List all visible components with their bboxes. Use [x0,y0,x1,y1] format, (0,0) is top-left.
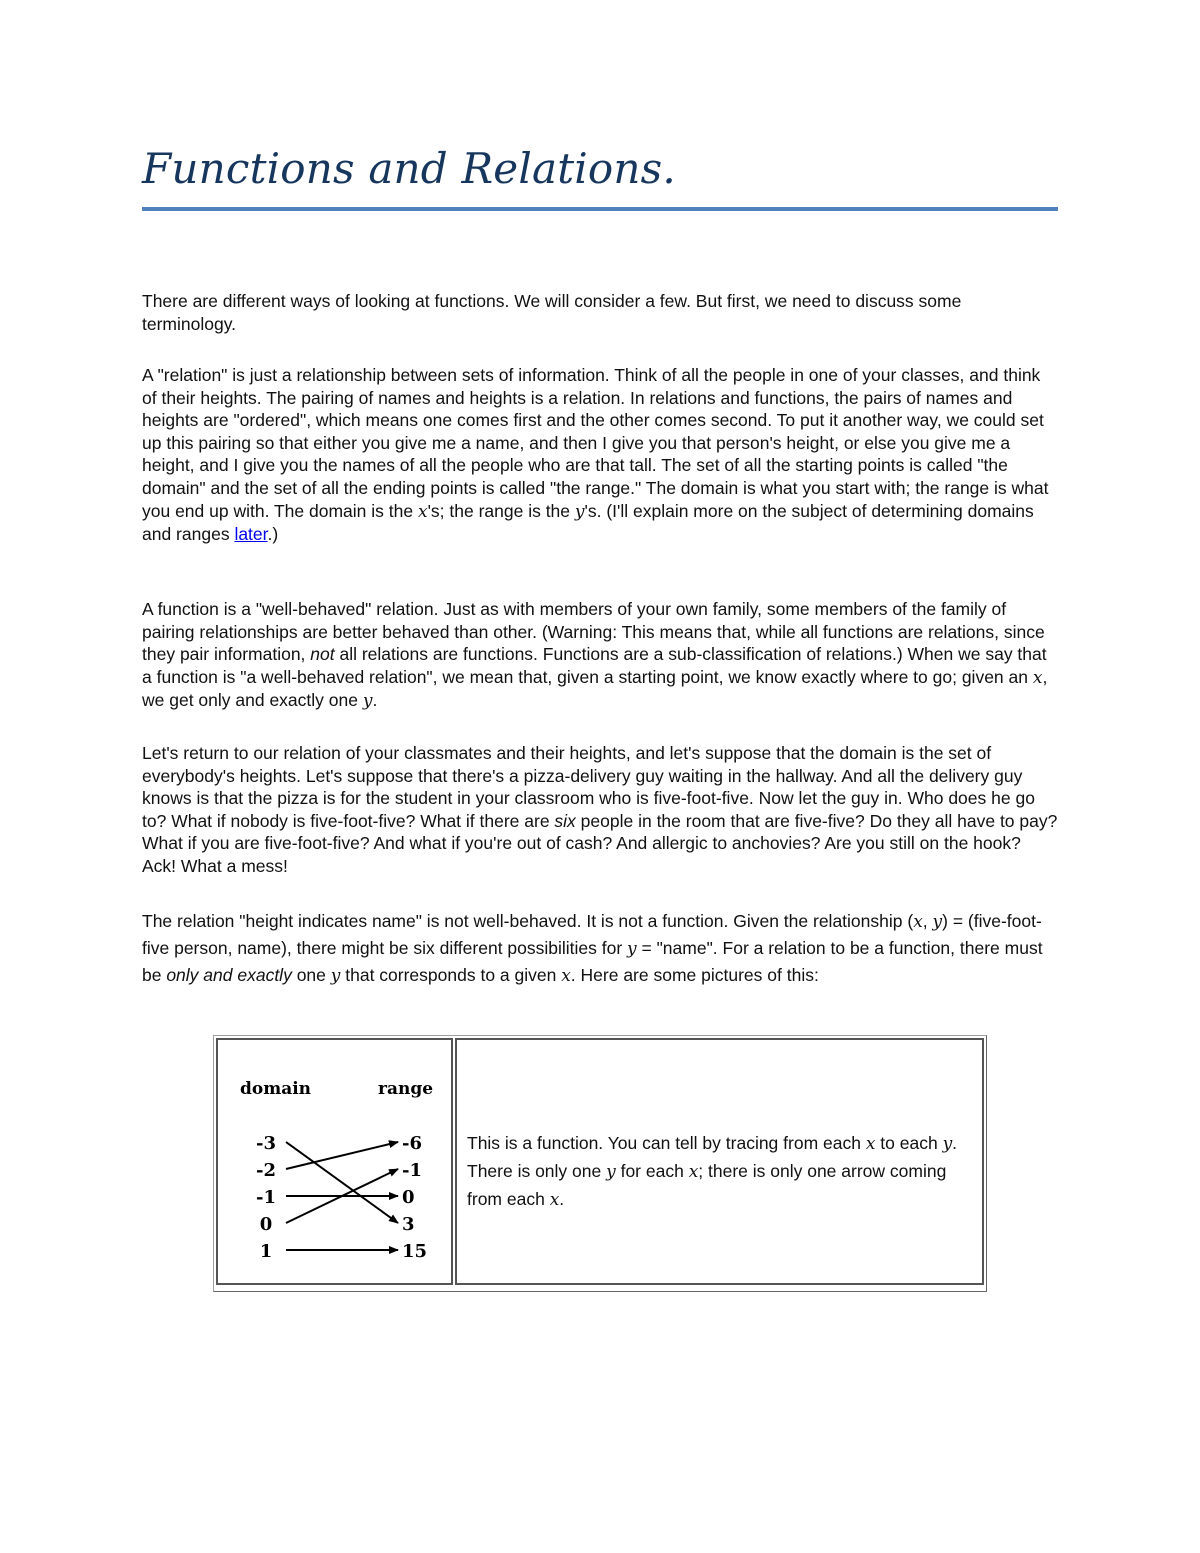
domain-value: -2 [256,1160,276,1181]
text: A "relation" is just a relationship between sets of information. Think of all the people in one of your classes, and think of their heights. The pairing of names and heights is a relation. In relations and functions, the pairs of names and heights are "ordered", which means one comes first and the other comes second. To put it another way, we could set up this pairing so that either you give me a name, and then I give you that person's height, or else you give me a height, and I give you the names of all the people who are that tall. The set of all the starting points is called "the domain" and the set of all the ending points is called "the range." The domain is what you start with; the range is what you end up with. The domain is the [142,365,1049,521]
text: . Here are some pictures of this: [570,965,819,985]
text: Let's return to our relation of your classmates and their heights, and let's suppose that the domain is the set of everybody's heights. Let's suppose that there's a pizza-delivery guy waiting in the hallway. And all the delivery guy knows is that the pizza is for the student in your classroom who is five-foot-five. Now let the guy in. Who does he go to? What if nobody is five-foot-five? What if there are [142,743,1035,831]
emphasis: six [554,810,576,831]
text: ; there is only one arrow coming from each [467,1161,947,1209]
domain-value: 1 [259,1241,273,1262]
figure-table [213,1035,987,1292]
emphasis: not [310,644,335,665]
figure-caption [467,1130,967,1214]
domain-label: domain [240,1079,312,1099]
domain-value: 0 [259,1214,273,1235]
math-y: y [932,912,943,932]
text: 's. (I'll explain more on the subject of determining domains and ranges [142,500,1034,545]
text: The relation "height indicates name" is not well-behaved. It is not a function. Given the relationship ( [142,911,914,931]
emphasis: only and exactly [166,965,292,985]
math-x: x [417,501,428,522]
math-y: y [606,1162,616,1182]
mapping-diagram-cell [216,1038,453,1285]
math-y: y [362,691,373,712]
title-underline [142,207,1058,211]
domain-value: -1 [256,1187,276,1208]
text: for each [615,1161,689,1181]
text: people in the room that are five-five? Do they all have to pay? What if you are five-foot-five? And what if you're out of cash? And allergic to anchovies? Are you still on the hook? Ack! What a mess! [142,810,1058,876]
text: to each [875,1133,943,1153]
range-value: 3 [402,1214,415,1235]
text: = "name". For a relation to be a function, there must be [142,938,1043,985]
page-title: Functions and Relations. [142,144,676,193]
range-value: 15 [402,1241,428,1262]
text: one [291,965,331,985]
text: This is a function. You can tell by tracing from each [467,1133,866,1153]
text: . There is only one [467,1133,958,1181]
figure-caption-cell [455,1038,984,1285]
math-y: y [574,501,585,522]
text: that corresponds to a given [340,965,562,985]
math-x: x [688,1162,699,1182]
math-y: y [627,939,637,959]
range-value: -6 [402,1133,422,1154]
paragraph-function [142,598,1058,713]
range-value: -1 [402,1160,422,1181]
paragraph-pizza [142,742,1058,878]
math-y: y [330,966,341,986]
math-x: x [549,1190,560,1210]
text: .) [267,524,279,545]
text: ) = (five-foot-five person, name), there might be six different possibilities for [142,911,1042,958]
paragraph-relation [142,364,1058,546]
text: , we get only and exactly one [142,666,1048,711]
math-x: x [865,1134,876,1154]
text: A function is a "well-behaved" relation. Just as with members of your own family, some members of the family of pairing relationships are better behaved than other. (Warning: This means that, while all functions are relations, since they pair information, [142,599,1045,665]
math-x: x [561,966,571,986]
math-x: x [913,912,923,932]
mapping-arrow [286,1142,398,1223]
mapping-arrow [286,1142,398,1169]
paragraph-intro [142,290,1058,335]
later-link[interactable]: later [234,524,268,545]
math-y: y [942,1134,953,1154]
paragraph-intro-text: There are different ways of looking at functions. We will consider a few. But first, we need to discuss some terminology. [142,291,962,334]
range-label: range [378,1079,434,1099]
text: , [922,911,933,931]
text: all relations are functions. Functions are a sub-classification of relations.) When we say that a function is "a well-behaved relation", we mean that, given a starting point, we know exactly where to go; given an [142,644,1047,687]
domain-value: -3 [256,1133,276,1154]
mapping-diagram [218,1040,451,1283]
math-x: x [1032,667,1043,688]
paragraph-height-name [142,908,1058,989]
text: 's; the range is the [427,500,575,521]
range-value: 0 [402,1187,415,1208]
text: . [372,690,378,711]
text: . [559,1189,565,1209]
